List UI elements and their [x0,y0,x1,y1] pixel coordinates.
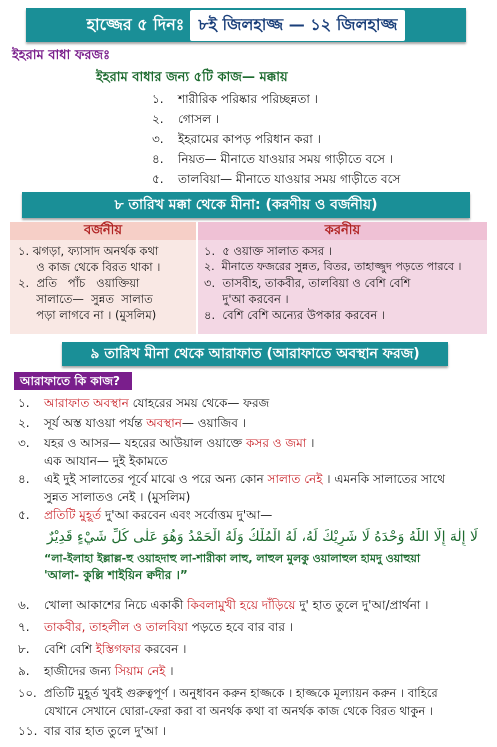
item-number: ৯. [18,664,30,678]
item-number: ১. [152,92,164,106]
header-left: হাজ্জের ৫ দিনঃ [86,14,185,34]
arafat-item-2 [18,414,246,432]
do-line: ২. মীনাতে ফজরের সুন্নত, বিতর, তাহাজ্জুদ পড়তে পারবে । [204,260,462,273]
item-text: নিয়ত— মীনাতে যাওয়ার সময় গাড়ীতে বসে । [178,152,394,166]
item-text: । [165,664,174,678]
item-number: ৭. [18,620,30,634]
item-text-line2: সুন্নত সালাতও নেই । (মুসলিম) [44,490,191,504]
avoid-line: ও কাজ থেকে বিরত থাকা । [18,260,161,274]
item-highlight: তাকবীর, তাহলীল ও তালবিয়া [44,620,188,634]
do-title: করনীয় [198,222,487,240]
avoid-title: বর্জনীয় [10,222,196,240]
dua-transliteration-2: 'আলা- কুল্লি শাইয়িন ক্বদীর ।” [44,568,188,582]
item-highlight: কসর ও জমা [246,436,307,450]
item-number: ১. [18,396,30,410]
ihram-item-2 [152,110,219,128]
item-number: ২. [18,416,30,430]
item-number: ৫. [18,508,30,522]
ihram-title: ইহরাম বাধা ফরজঃ [12,48,111,63]
do-column [198,222,487,334]
dua-transliteration-1: “লা-ইলাহা ইল্লাল্ল-হু ওয়াহদাহু লা-শারীকা লাহু, লাহুল মুলকু ওয়ালাহুল হামদু ওয়াহুয়া [44,552,421,565]
item-text: হাজীদের জন্য [44,664,115,678]
avoid-line: সালাতে— সুন্নত সালাত [18,292,153,306]
item-text-line2: যেখানে সেখানে ঘোরা-ফেরা করা বা অনর্থক কথা বা অনর্থক কাজ থেকে বিরত থাকুন । [44,704,434,718]
ihram-item-1 [152,90,318,108]
item-text: করবেন । [140,642,187,656]
item-highlight: কিবলামুখী হয়ে দাঁড়িয়ে [187,598,296,612]
ihram-subtitle: ইহরাম বাধার জন্য ৫টি কাজ— মক্কায় [96,70,288,85]
arafat-item-1 [18,394,269,412]
item-text: সূর্য অস্ত যাওয়া পর্যন্ত [44,416,147,430]
item-text: দু' হাত তুলে দু'আ/প্রার্থনা । [295,598,429,612]
ihram-item-5 [152,170,400,188]
item-text: পড়তে হবে বার বার । [187,620,294,634]
item-text: শারীরিক পরিষ্কার পরিচ্ছন্নতা । [178,92,318,106]
item-text: খোলা আকাশের নিচে একাকী [44,598,188,612]
item-text: ইহরামের কাপড় পরিধান করা । [178,132,321,146]
arafat-item-10 [18,684,438,720]
avoid-column [10,222,196,334]
item-highlight: প্রতিটি মুহূর্ত [44,508,102,522]
item-text: যোহরের সময় থেকে— ফরজ [128,396,270,410]
header-banner [26,8,466,42]
avoid-line: পড়া লাগবে না । (মুসলিম) [18,308,157,322]
avoid-line: ১. ঝগড়া, ফ্যাসাদ অনর্থক কথা [18,244,159,258]
item-highlight: ইস্তিগফার [95,642,141,656]
item-text-line2: এক আযান— দুই ইকামতে [44,454,168,468]
header-right: ৮ই জিলহাজ্জ — ১২ জিলহাজ্জ [190,10,405,41]
item-text: — ওয়াজিব । [181,416,247,430]
item-text: এই দুই সালাতের পূর্বে মাঝে ও পরে অন্য কোন [44,472,268,486]
item-number: ৪. [18,472,30,486]
item-text: বার বার হাত তুলে দু'আ । [44,724,167,738]
arafat-item-9 [18,662,173,680]
do-line: ৪. বেশি বেশি অন্যের উপকার করবেন । [204,308,385,322]
do-line: ১. ৫ ওয়াক্ত সালাত কসর । [204,244,332,258]
item-number: ৩. [18,436,30,450]
item-number: ৩. [152,132,164,146]
item-highlight: অবস্থান [146,416,182,430]
avoid-line: ২. প্রতি পাঁচ ওয়াক্তিয়া [18,276,140,290]
arafat-item-8 [18,640,186,658]
arafat-item-5 [18,506,488,584]
do-line: ৩. তাসবীহ, তাকবীর, তালবিয়া ও বেশি বেশি [204,276,411,290]
arafat-subhead: আরাফাতে কি কাজ? [14,372,132,390]
item-text: । এমনকি সালাতের সাথে [322,472,446,486]
arafat-item-6 [18,596,428,614]
item-text: । [306,436,315,450]
item-highlight: আরাফাত অবস্থান [44,396,129,410]
item-number: ৪. [152,152,164,166]
ihram-item-3 [152,130,321,148]
item-highlight: সিয়াম নেই [114,664,166,678]
item-number: ৮. [18,642,30,656]
arafat-item-11 [18,722,166,740]
item-text: গোসল । [178,112,220,126]
day8-banner: ৮ তারিখ মক্কা থেকে মীনা: (করণীয় ও বর্জনীয়) [22,192,470,218]
arafat-item-4 [18,470,445,506]
day9-banner: ৯ তারিখ মীনা থেকে আরাফাত (আরাফাতে অবস্থান ফরজ) [62,342,448,366]
item-number: ১০. [18,686,37,700]
item-number: ৫. [152,172,164,186]
arafat-item-3 [18,434,314,470]
arabic-dua: لَا إِلٰهَ إِلَّا اللّٰهُ وَحْدَهُ لَا شَرِيْكَ لَهُ، لَهُ الْمُلْكُ وَلَهُ الْحَمْدُ وَهُوَ عَلٰى كُلِّ شَيْءٍ قَدِيْرٌ [46,529,478,545]
item-text: বেশি বেশি [44,642,96,656]
item-text: যহর ও আসর— যহরের আউয়াল ওয়াক্তে [44,436,246,450]
arafat-item-7 [18,618,293,636]
item-highlight: সালাত নেই [267,472,323,486]
item-text: তালবিয়া— মীনাতে যাওয়ার সময় গাড়ীতে বসে [178,172,401,186]
item-number: ২. [152,112,164,126]
do-line: দু'আ করবেন । [204,292,289,306]
item-number: ৬. [18,598,30,612]
item-number: ১১. [18,724,38,738]
ihram-item-4 [152,150,393,168]
item-text: প্রতিটি মুহূর্ত খুবই গুরুত্বপূর্ণ । অনুধাবন করুন হাজ্জকে । হাজ্জকে মূল্যায়ন করুন । বাহিরে [44,686,438,700]
item-text: দু'আ করবেন এবং সর্বোত্তম দু'আ— [101,508,273,522]
